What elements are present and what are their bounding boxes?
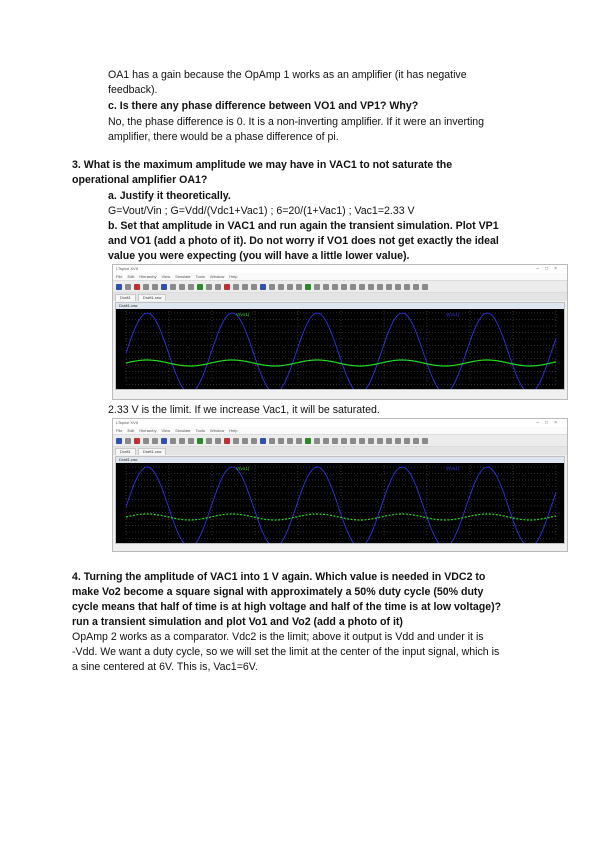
answer-c-line: No, the phase difference is 0. It is a non-inverting amplifier. If it were an inverting [108,116,485,128]
question-3a: a. Justify it theoretically. [108,190,231,202]
answer-4: -Vdd. We want a duty cycle, so we will set the limit at the center of the input signal, which is [72,646,500,658]
simulator-screenshot: LTspice XVII –□× File Edit Hierarchy View Simulate Tools Window Help Draft1 Draft1.raw Draft1.raw V(vo1) V(vo1) [112,418,568,552]
simulator-toolbar [113,434,567,447]
question-3b: value you were expecting (you will have a little lower value). [108,250,410,262]
question-3b: and VO1 (add a photo of it). Do not worry if VO1 does not get exactly the ideal [108,235,499,247]
tab-raw: Draft1.raw [138,448,166,455]
question-4: make Vo2 become a square signal with approximately a 50% duty cycle (50% duty [72,586,484,598]
trace-label: V(vo1) [236,312,250,317]
tab-draft: Draft1 [115,294,136,301]
question-4: 4. Turning the amplitude of VAC1 into 1 V again. Which value is needed in VDC2 to [72,571,486,583]
tab-draft: Draft1 [115,448,136,455]
question-4: run a transient simulation and plot Vo1 and Vo2 (add a photo of it) [72,616,403,628]
question-3: 3. What is the maximum amplitude we may have in VAC1 to not saturate the [72,159,453,171]
trace-label: V(vo1) [236,466,250,471]
simulator-menubar: File Edit Hierarchy View Simulate Tools Window Help [113,427,567,434]
caption-limit: 2.33 V is the limit. If we increase Vac1, it will be saturated. [108,404,380,416]
question-4: cycle means that half of time is at high voltage and half of the time is at low voltage)? [72,601,502,613]
answer-4: OpAmp 2 works as a comparator. Vdc2 is the limit; above it output is Vdd and under it is [72,631,484,643]
waveform-plot [116,463,564,543]
paragraph-line: OA1 has a gain because the OpAmp 1 works as an amplifier (it has negative [108,69,467,81]
trace-label: V(vo1) [446,312,460,317]
plot-panel-title: Draft1.raw [116,457,564,463]
answer-c-line: amplifier, there would be a phase difference of pi. [108,131,339,143]
answer-4: a sine centered at 6V. This is, Vac1=6V. [72,661,258,673]
simulator-menubar: File Edit Hierarchy View Simulate Tools Window Help [113,273,567,280]
question-3: operational amplifier OA1? [72,174,208,186]
waveform-plot [116,309,564,389]
trace-label: V(vo1) [446,466,460,471]
simulator-screenshot: LTspice XVII –□× File Edit Hierarchy View Simulate Tools Window Help Draft1 Draft1.raw Draft1.raw V(vo1) V(vo1) [112,264,568,400]
answer-3a: G=Vout/Vin ; G=Vdd/(Vdc1+Vac1) ; 6=20/(1+Vac1) ; Vac1=2.33 V [108,205,415,217]
question-3b: b. Set that amplitude in VAC1 and run again the transient simulation. Plot VP1 [108,220,499,232]
question-c: c. Is there any phase difference between VO1 and VP1? Why? [108,100,419,112]
plot-panel-title: Draft1.raw [116,303,564,309]
tab-raw: Draft1.raw [138,294,166,301]
paragraph-line: feedback). [108,84,158,96]
simulator-toolbar [113,280,567,293]
